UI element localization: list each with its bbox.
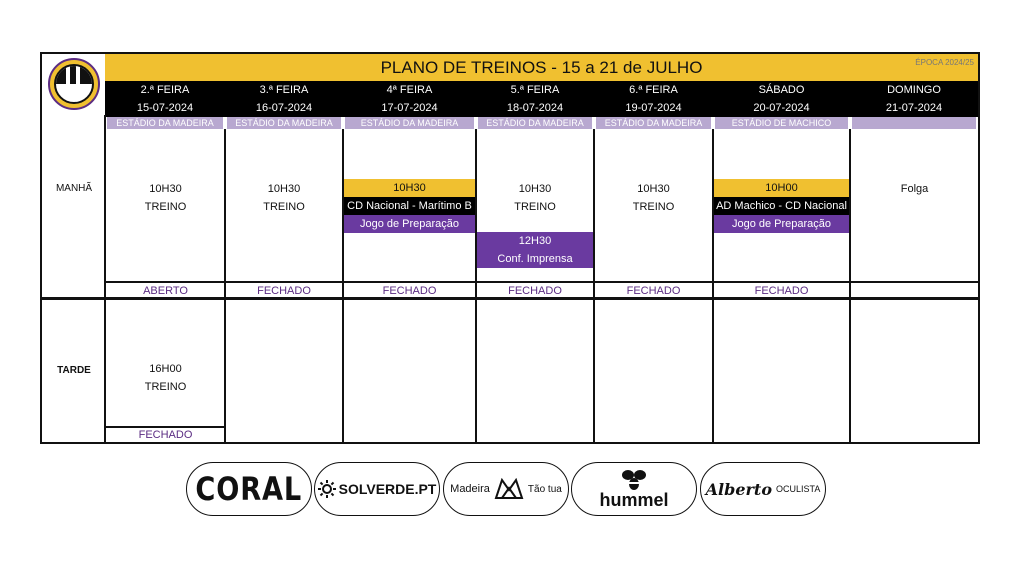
day-date: 20-07-2024 — [753, 102, 810, 114]
wed-morning-time: 10H30 — [344, 179, 475, 197]
sponsor-hummel — [571, 462, 697, 516]
page-title: PLANO DE TREINOS - 15 a 21 de JULHO — [380, 57, 703, 77]
venue-fri: ESTÁDIO DA MADEIRA — [596, 117, 711, 129]
sponsor-madeira — [443, 462, 569, 516]
venue-tue: ESTÁDIO DA MADEIRA — [227, 117, 341, 129]
club-crest-icon — [54, 64, 94, 104]
thu-press-label: Conf. Imprensa — [477, 250, 593, 268]
venue-sun — [852, 117, 976, 129]
day-date: 16-07-2024 — [255, 102, 313, 114]
thu-morning-activity: TREINO — [514, 201, 556, 213]
tue-morning-status: FECHADO — [257, 285, 311, 297]
sat-morning-match: AD Machico - CD Nacional — [714, 197, 849, 215]
tue-morning-activity: TREINO — [263, 201, 305, 213]
col-divider — [849, 129, 851, 442]
day-name: 2.ª FEIRA — [140, 84, 190, 96]
day-header-sat — [713, 81, 850, 117]
wed-morning-match: CD Nacional - Marítimo B — [344, 197, 475, 215]
sun-morning-activity: Folga — [900, 183, 929, 195]
hummel-logo-text: hummel — [599, 490, 669, 510]
thu-morning-time: 10H30 — [518, 183, 552, 195]
row-label-afternoon: TARDE — [57, 365, 91, 376]
thu-morning-status: FECHADO — [508, 285, 562, 297]
day-header-sun — [850, 81, 978, 117]
tue-morning-time: 10H30 — [267, 183, 301, 195]
mon-morning-status: ABERTO — [143, 285, 188, 297]
sat-morning-status: FECHADO — [754, 285, 809, 297]
bee-icon — [621, 469, 647, 491]
status-line — [106, 426, 224, 428]
madeira-text: Madeira — [450, 483, 490, 495]
fri-morning-status: FECHADO — [626, 285, 681, 297]
day-date: 18-07-2024 — [506, 102, 564, 114]
day-date: 17-07-2024 — [381, 102, 438, 114]
day-name: 5.ª FEIRA — [510, 84, 560, 96]
mon-afternoon-time: 16H00 — [149, 363, 182, 375]
mon-afternoon-status: FECHADO — [138, 429, 193, 441]
wed-morning-type: Jogo de Preparação — [344, 215, 475, 233]
fri-morning-activity: TREINO — [632, 201, 675, 213]
day-header-fri — [594, 81, 713, 117]
day-date: 21-07-2024 — [885, 102, 943, 114]
day-header-mon — [105, 81, 225, 117]
madeira-mark-icon — [494, 478, 524, 500]
title-bar — [105, 54, 978, 81]
day-name: DOMINGO — [887, 84, 941, 96]
sponsor-coral — [186, 462, 312, 516]
row-divider — [42, 297, 978, 300]
season-label: ÉPOCA 2024/25 — [915, 58, 974, 67]
status-line — [106, 281, 978, 283]
day-name: SÁBADO — [758, 84, 805, 96]
mon-afternoon-activity: TREINO — [144, 381, 187, 393]
venue-mon: ESTÁDIO DA MADEIRA — [107, 117, 223, 129]
day-header-tue — [225, 81, 343, 117]
tao-tua-text: Tão tua — [527, 483, 562, 495]
row-label-morning: MANHÃ — [55, 183, 93, 194]
day-header-wed — [343, 81, 476, 117]
venue-thu: ESTÁDIO DA MADEIRA — [478, 117, 592, 129]
alberto-logo-text: Alberto — [705, 479, 772, 499]
oculista-text: OCULISTA — [776, 484, 821, 494]
sat-morning-type: Jogo de Preparação — [714, 215, 849, 233]
club-logo — [48, 58, 100, 110]
day-name: 4ª FEIRA — [386, 84, 433, 96]
sun-icon — [318, 480, 336, 498]
day-date: 19-07-2024 — [625, 102, 682, 114]
day-name: 6.ª FEIRA — [629, 84, 678, 96]
fri-morning-time: 10H30 — [637, 183, 670, 195]
thu-press-time: 12H30 — [477, 232, 593, 250]
sponsor-alberto — [700, 462, 826, 516]
coral-logo-text: CORAL — [195, 470, 303, 508]
venue-wed: ESTÁDIO DA MADEIRA — [345, 117, 474, 129]
mon-morning-activity: TREINO — [144, 201, 187, 213]
venue-sat: ESTÁDIO DE MACHICO — [715, 117, 848, 129]
row-label-morning-cell — [42, 115, 106, 299]
wed-morning-status: FECHADO — [382, 285, 437, 297]
sponsor-solverde — [314, 462, 440, 516]
day-header-thu — [476, 81, 594, 117]
solverde-logo-text: SOLVERDE.PT — [338, 481, 437, 497]
sat-morning-time: 10H00 — [714, 179, 849, 197]
day-date: 15-07-2024 — [136, 102, 194, 114]
mon-morning-time: 10H30 — [149, 183, 182, 195]
day-name: 3.ª FEIRA — [259, 84, 309, 96]
